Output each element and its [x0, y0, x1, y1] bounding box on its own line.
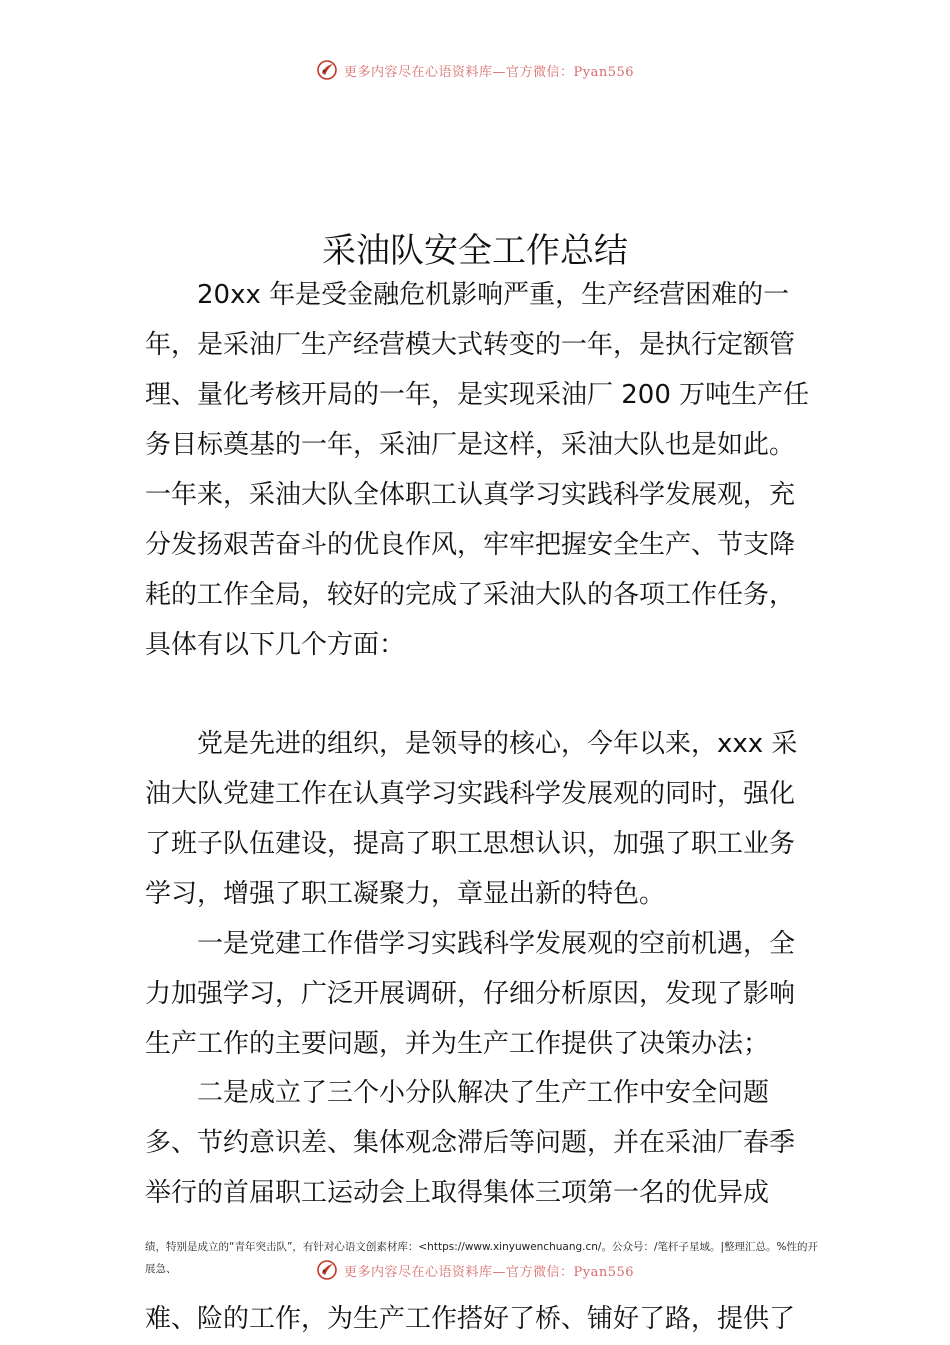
text-line: 难、险的工作，为生产工作搭好了桥、铺好了路，提供了 [145, 1304, 796, 1334]
text-line: 油大队党建工作在认真学习实践科学发展观的同时，强化 [145, 779, 796, 809]
header-banner-text: 更多内容尽在心语资料库—官方微信：Pyan556 [343, 64, 635, 80]
brand-logo-icon [316, 59, 338, 81]
text-line: 务目标奠基的一年，采油厂是这样，采油大队也是如此。 [145, 430, 796, 460]
header-banner [0, 56, 950, 84]
footer-banner-text: 更多内容尽在心语资料库—官方微信：Pyan556 [343, 1264, 635, 1280]
brand-logo-icon [316, 1259, 338, 1281]
text-line: 一是党建工作借学习实践科学发展观的空前机遇，全 [197, 929, 796, 959]
text-line: 耗的工作全局，较好的完成了采油大队的各项工作任务， [145, 580, 796, 610]
paragraph-point-two [145, 1068, 795, 1218]
text-line: 具体有以下几个方面： [145, 630, 406, 660]
text-line: 学习，增强了职工凝聚力，章显出新的特色。 [145, 879, 666, 909]
footnote-line: 绩，特别是成立的“青年突击队”，有针对心语文创素材库：<https://www.xinyuwenchuang.cn/。公众号：/笔杆子星域。|整理汇总。%性的开 [145, 1241, 818, 1253]
text-line: 20xx 年是受金融危机影响严重，生产经营困难的一 [197, 280, 790, 310]
text-line: 党是先进的组织，是领导的核心，今年以来，xxx 采 [197, 729, 798, 759]
text-line: 了班子队伍建设，提高了职工思想认识，加强了职工业务 [145, 829, 796, 859]
text-line: 举行的首届职工运动会上取得集体三项第一名的优异成 [145, 1178, 770, 1208]
document-title: 采油队安全工作总结 [322, 230, 628, 271]
footer-banner [0, 1256, 950, 1284]
text-line: 一年来，采油大队全体职工认真学习实践科学发展观，充 [145, 480, 796, 510]
text-line: 分发扬艰苦奋斗的优良作风，牢牢把握安全生产、节支降 [145, 530, 796, 560]
paragraph-continuation [145, 1294, 795, 1344]
text-line: 生产工作的主要问题，并为生产工作提供了决策办法； [145, 1029, 770, 1059]
text-line: 多、节约意识差、集体观念滞后等问题，并在采油厂春季 [145, 1128, 796, 1158]
paragraph-point-one [145, 919, 795, 1069]
text-line: 年，是采油厂生产经营模大式转变的一年，是执行定额管 [145, 330, 796, 360]
paragraph-party-building [145, 719, 798, 919]
text-line: 理、量化考核开局的一年，是实现采油厂 200 万吨生产任 [145, 380, 810, 410]
text-line: 二是成立了三个小分队解决了生产工作中安全问题 [197, 1078, 770, 1108]
paragraph-intro [145, 270, 810, 670]
footnote-line: 展急、 [145, 1263, 177, 1275]
text-line: 力加强学习，广泛开展调研，仔细分析原因，发现了影响 [145, 979, 796, 1009]
